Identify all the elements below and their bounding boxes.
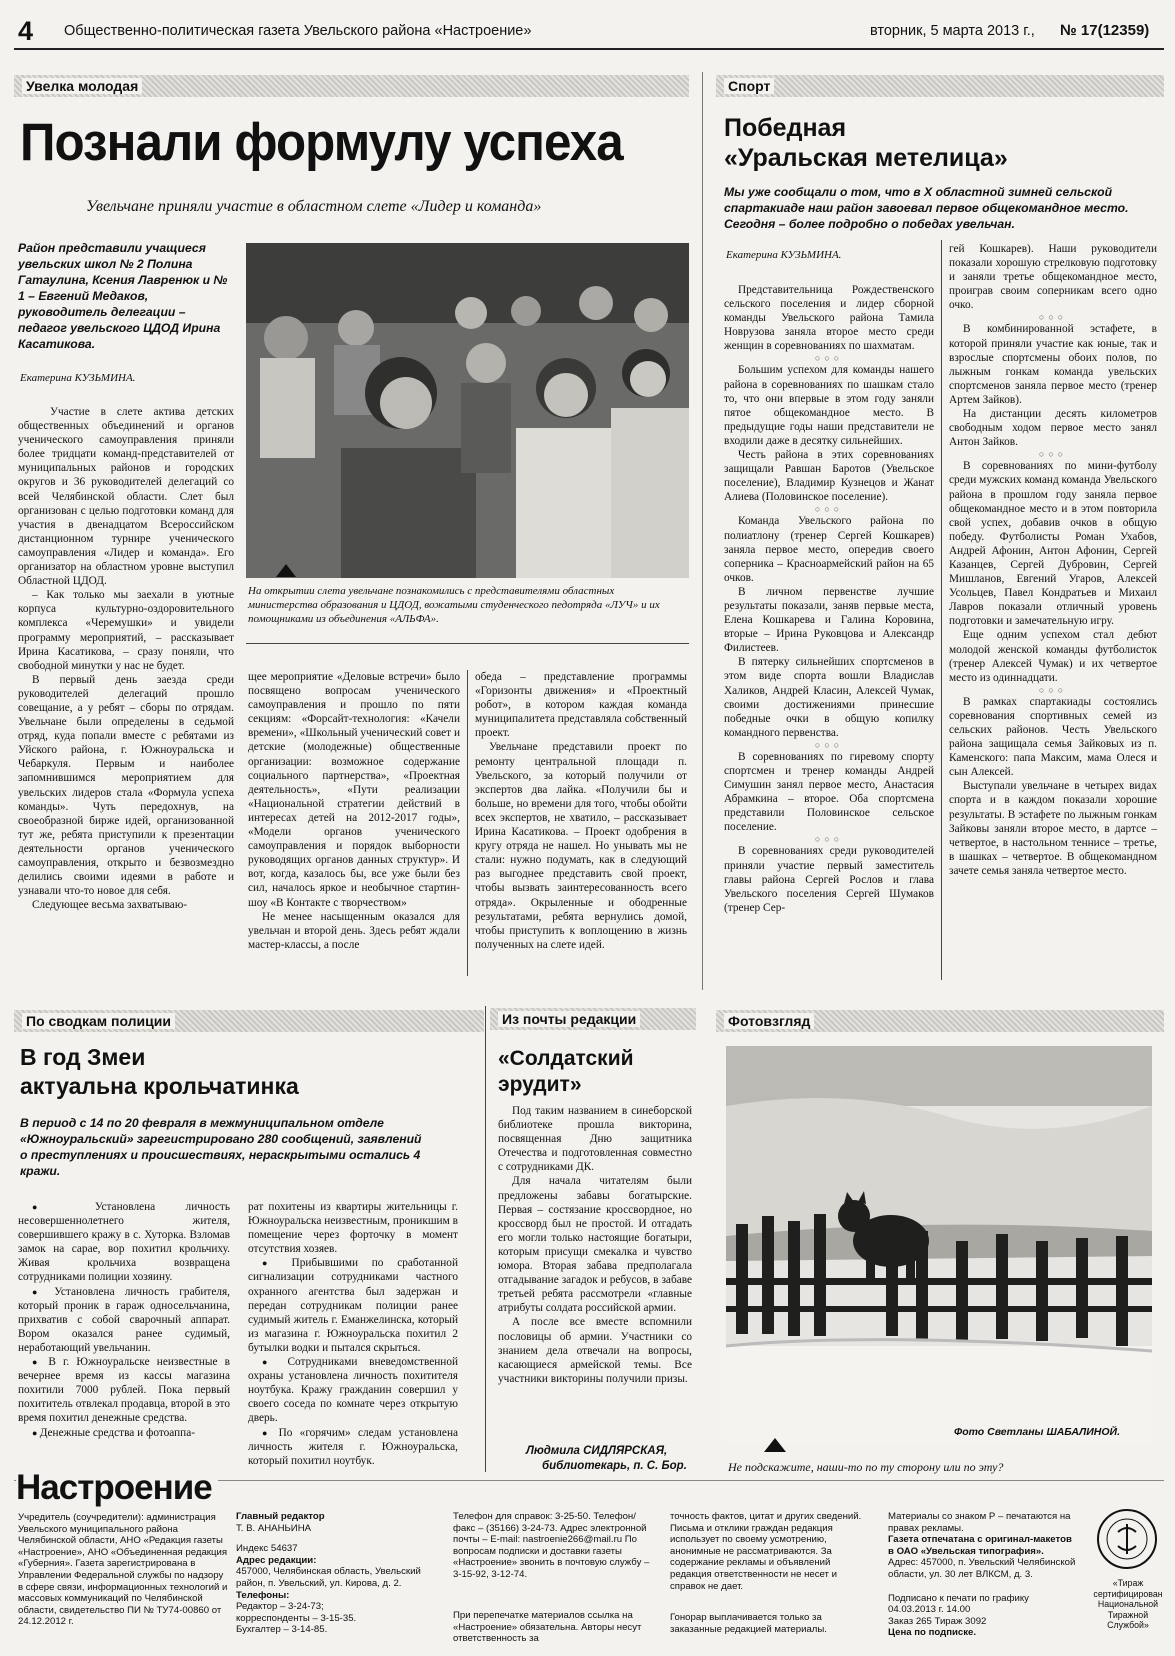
article3-col1-item2: ● Установлена личность грабителя, который проник в гараж односельчанина, прихватив с собой сварочный аппарат. Вором оказался ранее судимый, неработающий увельчанин. [18, 1285, 230, 1355]
separator-dots: ○○○ [814, 739, 844, 750]
issue-number: № 17(12359) [1060, 22, 1150, 39]
article2-col1-p4: Команда Увельского района по полиатлону (тренер Сергей Кошкарев) заняла первое место, опередив своего соперника – Красноармейский район на 65 очков. [724, 515, 934, 584]
separator-dots: ○○○ [1038, 684, 1068, 695]
article2-lead: Мы уже сообщали о том, что в X областной зимней сельской спартакиаде наш район завоевал первое общекомандное место. Сегодня – более подробно о победах увельчан. [724, 185, 1129, 231]
article2-col2-p7: Выступали увельчане в четырех видах спорта и в каждом показали хорошие результаты. В эстафете по лыжным гонкам Зайковы заняли второе место, в дартсе – четвертое, в настольном теннисе – третье, в шашках – четвертое. В общекомандном зачете семья заняла четвертое место. [949, 780, 1157, 877]
article2-col2-p4: В соревнованиях по мини-футболу среди мужских команд команда Увельского района в прошлом году заняла первое общекомандное место и в этом повторила свой успех, добавив очков в общую победу. Футболисты Роман Ухабов, Андрей Афонин, Антон Афонин, Сергей Казанцев, Сергей Дубровин, Сергей Мишланов, Евгений Угаров, Алексей Усольцев, Павел Кондратьев и Михаил Лавров показали отличный уровень подготовки и замечательную игру. [949, 460, 1157, 628]
footer-reprint-note: При перепечатке материалов ссылка на «Настроение» обязательна. Авторы несут ответственность за [453, 1610, 642, 1645]
separator-dots: ○○○ [814, 504, 844, 515]
order-circulation: Заказ 265 Тираж 3092 [888, 1615, 987, 1627]
article1-lead: Район представили учащиеся увельских школ № 2 Полина Гатаулина, Ксения Лавренюк и № 1 – Евгений Медаков, руководитель делегации –педагог увельского ЦДОД Ирина Касатикова. [18, 241, 228, 351]
article3-lead: В период с 14 по 20 февраля в межмуниципальном отделе «Южноуральский» зарегистрировано 280 сообщений, заявлений о преступлениях и происшествиях, нераскрытыми остались 4 кражи. [20, 1116, 422, 1178]
article2-col1-p1: Представительница Рождественского сельского поселения и лидер сборной команды Увельского района Тамила Новрузова заняла второе место среди женщин в соревнованиях по шахматам. [724, 284, 934, 353]
article1-col3-p2: Увельчане представили проект по ремонту центральной площади п. Увельского, за который получили от экспертов два лайка. «Получили бы и больше, но времени для того, чтобы обойти всех экспертов, не хватило, – рассказывает Ирина Касатикова. – Проект одобрения в кругу отряда не нашел. Но унывать мы не стали: нужно подумать, как в следующий раз выгоднее представить свой проект, чтобы вызвать заинтересованность всего отряда». Окрыленные и ободренные результатами, ребята вернулись домой, чтобы приступить к воплощению в жизнь полученных на слете идей. [475, 741, 687, 951]
article2-title-line2: «Уральская метелица» [724, 144, 1008, 172]
certification-seal [1096, 1508, 1158, 1570]
article3-col1-item1: ● Установлена личность несовершеннолетнего жителя, совершившего кражу в с. Хуторка. Взломав замок на сарае, вор похитил крольчиху. Живая крольчиха возвращена сотрудниками полиции хозяину. [18, 1200, 230, 1285]
footer-print-info [888, 1511, 1078, 1639]
separator-dots: ○○○ [814, 353, 844, 364]
footer-editor-block [236, 1511, 436, 1636]
cat-on-fence-illustration [726, 1046, 1152, 1444]
article3-col2-item1: рат похитены из квартиры жительницы г. Южноуральска неизвестным, проникшим в помещение через форточку в момент отсутствия хозяев. [248, 1201, 458, 1256]
article1-col1-p3: В первый день заезда среди руководителей делегаций прошло совещание, а у ребят – сборы по отрядам. Увельчане были определены в седьмой отряд, куда попали вместе с ребятами из Уйского района, г. Южноуральска и Чебаркуля. Первым и наиболее запомнившимся мероприятием для увельских лидеров стала «Формула успеха команды». Чуть передохнув, на своеобразной бирже идей, организованной тут же, ребята приступили к презентации деятельности органов ученического самоуправления, открыто и безвозмездно делились своими идеями в работе и узнавали что-то новое для себя. [18, 673, 234, 898]
page-number: 4 [18, 16, 34, 46]
rubric-police: По сводкам полиции [14, 1010, 484, 1032]
article4-p2: Для начала читателям были предложены забавы богатырские. Первая – состязание кроссвордное, но кроссворд был не простой. И отгадать его могли только настоящие богатыри, которым присущи смекалка и чувство юмора. Вторая забава предполагала отгадывание загадок и ребусов, в забаве третьей ребята рассмотрели «главные атрибуты солдата российской армии. [498, 1175, 692, 1315]
article1-col1-p4: Следующее весьма захватываю- [32, 899, 188, 912]
phones-label: Телефоны: [236, 1589, 290, 1601]
article4-title-line1: «Солдатский [498, 1047, 634, 1070]
seal-icon [1096, 1508, 1158, 1570]
separator-dots: ○○○ [814, 834, 844, 845]
printing-house: Газета отпечатана с оригинал-макетов в ОАО «Увельская типография». [888, 1534, 1072, 1557]
article1-author: Екатерина КУЗЬМИНА. [20, 372, 136, 384]
article2-col2-p6: В рамках спартакиады состоялись соревнования спортивных семей из сельских районов. Честь Увельского района защищала семья Зайковых из п. Каменского: папа Максим, мама Олеся и сын Алексей. [949, 695, 1157, 779]
subscription-price: Цена по подписке. [888, 1627, 977, 1639]
photo-triangle-marker [276, 564, 296, 577]
article1-col-rule [467, 670, 468, 976]
ad-materials-note: Материалы со знаком Р – печатаются на правах рекламы. [888, 1511, 1071, 1534]
article2-col2-p3: На дистанции десять километров свободным ходом первое место занял Антон Зайков. [949, 408, 1157, 449]
signed-to-print: Подписано к печати по графику 04.03.2013 г. 14.00 [888, 1592, 1029, 1616]
article1-col2-p2: Не менее насыщенным оказался для увельчан и второй день. Здесь ребят ждали мастер-классы, а после [248, 910, 460, 951]
newspaper-name: Общественно-политическая газета Увельского района «Настроение» [64, 23, 532, 39]
article2-col-rule [941, 240, 942, 980]
footer-founders: Учредитель (соучредители): администрация Увельского муниципального района Челябинской области, АНО «Редакция газеты «Настроение», АНО «Объединенная редакция «Губерния». Газета зарегистрирована в Управлении Федеральной службы по надзору в сфере связи, информационных технологий и массовых коммуникаций по Челябинской области, свидетельство ПИ № ТУ74-00860 от 24.12.2012 г. [18, 1512, 228, 1628]
article1-photo-caption: На открытии слета увельчане познакомились с представителями областных министерства образования и ЦДОД, вожатыми студенческого педотряда «ЛУЧ» и их помощниками из объединения «АЛЬФА». [248, 585, 660, 625]
article4-p3: А после все вместе вспомнили пословицы об армии. Участники со знанием дела отвечали на вопросы, касающиеся армейской темы. Все участники викторины получили призы. [498, 1316, 692, 1385]
article3-title-line1: В год Змеи [20, 1044, 146, 1070]
article2-col1-p2: Большим успехом для команды нашего района в соревнованиях по шашкам стало то, что они впервые в этом году заняли пятое общекомандное место. В предыдущие годы наши представители не входили даже в десятку сильнейших. [724, 364, 934, 447]
article3-col2-item3: ● Сотрудниками вневедомственной охраны установлена личность похитителя ноутбука. Кражу гражданин совершил у своего соседа по комнате через открытую дверь. [248, 1355, 458, 1425]
article3-col2-item2: ● Прибывшими по сработанной сигнализации сотрудниками частного охранного агентства был задержан и передан сотрудникам полиции ранее судимый житель г. Еманжелинска, который из магазина г. Южноуральска похитил 2 бутылки водки и пытался скрыться. [248, 1256, 458, 1355]
article1-title: Познали формулу успеха [20, 113, 623, 172]
editorial-address: 457000, Челябинская область, Увельский район, п. Увельский, ул. Кирова, д. 2. [236, 1566, 421, 1589]
rubric-uvelka-molodaya: Увелка молодая [14, 75, 689, 97]
article1-subtitle: Увельчане приняли участие в областном слете «Лидер и команда» [86, 198, 542, 215]
footer-contacts: Телефон для справок: 3-25-50. Телефон/факс – (35166) 3-24-73. Адрес электронной почты – E-mail: nastroenie266@mail.ru По вопросам подписки и доставки газеты «Настроение» звонить в почтовую службу – 3-15-92, 3-12-74. [453, 1511, 650, 1580]
chief-editor-label: Главный редактор [236, 1511, 325, 1522]
address-label: Адрес редакции: [236, 1554, 317, 1566]
article1-col2-p1: щее мероприятие «Деловые встречи» было посвящено вопросам ученического самоуправления и прошло по пяти секциям: «Форсайт-технология: «Качели времени», «Школьный ученический совет и детские (молодежные) общественные организации: возможное содержание социального партнерства», «Проектная деятельность», «Пути реализации «Национальной стратегии действий в интересах детей на 2012-2017 годы», «Модели органов ученического самоуправления и порядок выборности руководящих органов данных структур». И вот, когда, казалось бы, все уже были без сил, началось яркое и необычное стартин-шоу «В Контакте с творчеством» [248, 671, 460, 909]
article1-column-1 [18, 405, 234, 912]
photo-credit: Фото Светланы ШАБАЛИНОЙ. [950, 1425, 1124, 1439]
header-rule [14, 48, 1164, 50]
article1-col1-p2: – Как только мы заехали в уютные корпуса культурно-оздоровительного комплекса «Черемушки» и увидели программу мероприятий, – рассказывает Ирина Касатикова, – сразу поняли, что свободной минутки у нас не будет. [18, 589, 234, 672]
page-header [14, 14, 1164, 50]
article3-col2-item4: ● По «горячим» следам установлена личность жителя г. Южноуральска, который похитил ноутбук. [248, 1426, 458, 1468]
photo-section-caption: Не подскажите, наши-то по ту сторону или по эту? [728, 1460, 1004, 1474]
article2-col1-p3: Честь района в этих соревнованиях защищали Равшан Баротов (Увельское поселение), Владимир Кузнецов и Жанат Алиева (Половинское поселение). [724, 449, 934, 504]
footer-responsibility: точность фактов, цитат и других сведений. Письма и отклики граждан редакция использует по своему усмотрению, анонимные не рассматриваются. За содержание рекламы и объявлений редакция ответственности не несет и справок не дает. [670, 1511, 862, 1592]
article1-col3-p1: обеда – представление программы «Горизонты движения» и «Проектный робот», в котором каждая команда муниципалитета представляла собственный проект. [475, 671, 687, 740]
printing-address: Адрес: 457000, п. Увельский Челябинской области, ул. 30 лет ВЛКСМ, д. 3. [888, 1557, 1076, 1580]
article2-column-2 [949, 242, 1157, 878]
article1-col1-p1: Участие в слете актива детских общественных объединений и органов ученического самоуправления приняли более тридцати команд-представителей от муниципальных районов и городских округов и 36 руководителей делегаций со всей Челябинской области. Слет был организован с целью подготовки команд для участия в двенадцатом Всероссийском дистанционном турнире ученического самоуправления «Лидер и команда». Его организатор на областном уровне выступил Областной ЦДОД. [18, 406, 234, 588]
article1-photo [246, 243, 689, 578]
footer-fee-note: Гонорар выплачивается только за заказанные редакцией материалы. [670, 1612, 827, 1635]
article1-column-2 [248, 670, 460, 952]
seal-text: «Тираж сертифицирован Национальной Тиражной Службой» [1093, 1578, 1163, 1630]
article3-column-2 [248, 1200, 458, 1468]
article2-col1-p7: В соревнованиях по гиревому спорту спортсмен и тренер команды Андрей Симушин занял первое место, Анастасия Абрамкина – второе. Оба спортсмена представили Половинское сельское поселение. [724, 750, 934, 834]
photo-triangle-marker-2 [764, 1438, 786, 1452]
article2-author: Екатерина КУЗЬМИНА. [726, 249, 842, 261]
article4-p1: Под таким названием в синеборской библиотеке прошла викторина, посвященная Дню защитника Отечества и подготовленная совместно с сотрудниками ДК. [498, 1105, 692, 1174]
article3-col1-item4: ● Денежные средства и фотоаппа- [18, 1426, 230, 1440]
subscription-index: Индекс 54637 [236, 1543, 298, 1555]
phone-correspondents: корреспонденты – 3-15-35. [236, 1612, 357, 1624]
article2-col2-p2: В комбинированной эстафете, в которой приняли участие как юные, так и взрослые спортсмены обоих полов, по лыжным гонкам команда увельских спортсменов заняла первое место (тренер Артем Зайков). [949, 323, 1157, 406]
article2-column-1 [724, 283, 934, 915]
chief-editor-name: Т. В. АНАНЬИНА [236, 1522, 312, 1534]
article2-col1-p8: В соревнованиях среди руководителей приняли участие первый заместитель главы района Сергей Рослов и глава Увельского поселения Сергей Шумаков (тренер Сер- [724, 845, 934, 914]
article4-body [498, 1104, 692, 1386]
article1-column-3 [475, 670, 687, 952]
issue-date: вторник, 5 марта 2013 г., [870, 23, 1035, 39]
rubric-sport: Спорт [716, 75, 1164, 97]
rubric-photo: Фотовзгляд [716, 1010, 1164, 1032]
article3-column-1 [18, 1200, 230, 1440]
phone-accountant: Бухгалтер – 3-14-85. [236, 1624, 328, 1636]
article2-title-line1: Победная [724, 114, 847, 142]
article4-signature-line2: библиотекарь, п. С. Бор. [542, 1460, 687, 1472]
article4-signature-line1: Людмила СИДЛЯРСКАЯ, [526, 1445, 668, 1457]
cat-fence-photo [726, 1046, 1152, 1444]
rubric-mail: Из почты редакции [490, 1008, 696, 1030]
article2-col1-p6: В пятерку сильнейших спортсменов в этом виде спорта вошли Владислав Халиков, Андрей Класин, Алексей Чумак, своими достижениями принесшие победные очки в общую копилку командного первенства. [724, 656, 934, 739]
police-mail-rule [485, 1006, 486, 1472]
article2-col2-p1: гей Кошкарев). Наши руководители показали хорошую стрелковую подготовку и заняли третье общекомандное место, проиграв своим соперникам всего одно очко. [949, 243, 1157, 312]
article3-title-line2: актуальна крольчатинка [20, 1073, 299, 1099]
phone-editor: Редактор – 3-24-73; [236, 1601, 324, 1613]
article4-title-line2: эрудит» [498, 1073, 582, 1096]
main-column-rule [702, 72, 703, 990]
separator-dots: ○○○ [1038, 312, 1068, 323]
article2-col2-p5: Еще одним успехом стал дебют молодой женской команды футболисток (тренер Алексей Чумак) и их четвертое место из одиннадцати. [949, 629, 1157, 684]
students-photo-illustration [246, 243, 689, 578]
footer-logo: Настроение [16, 1468, 218, 1508]
separator-dots: ○○○ [1038, 449, 1068, 460]
caption-rule [246, 643, 689, 644]
article3-col1-item3: ● В г. Южноуральске неизвестные в вечернее время из кассы магазина похитили 7000 рублей. Пока первый похититель отвлекал продавца, второй в это время похитил денежные средства. [18, 1355, 230, 1425]
article2-col1-p5: В личном первенстве лучшие результаты показали, заняв первые места, Елена Кошкарева и Галина Коровина, вторые – Ирина Руковцова и Александр Филистеев. [724, 585, 934, 655]
